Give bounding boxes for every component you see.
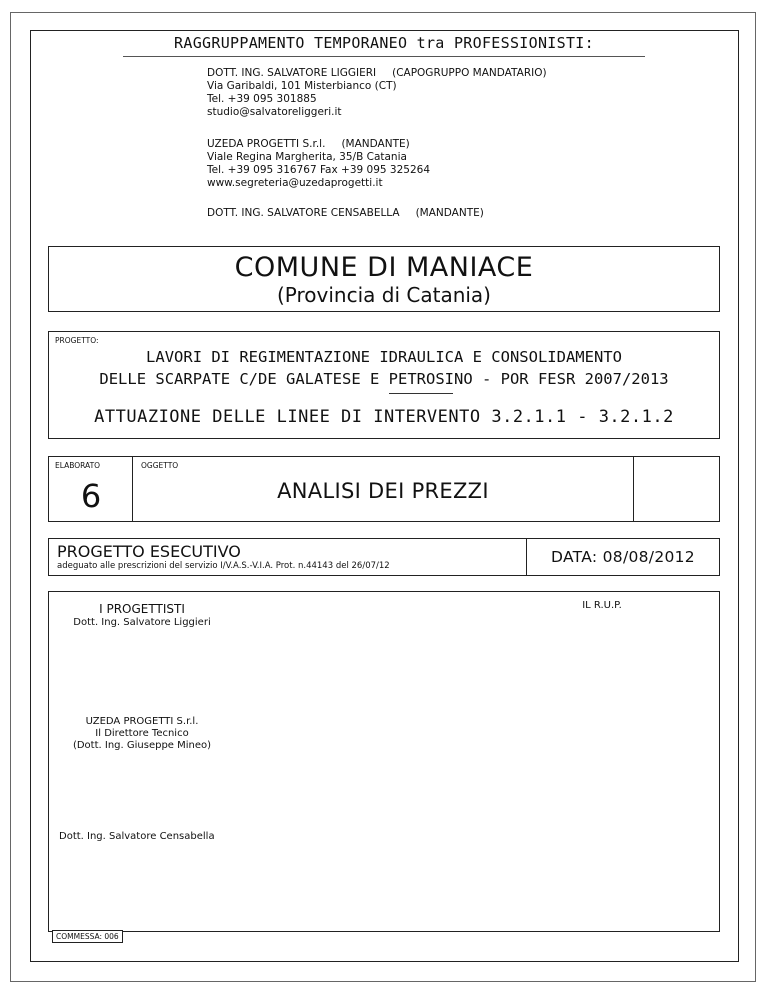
firm-liggieri-block [207, 67, 547, 119]
progettista-liggieri: Dott. Ing. Salvatore Liggieri [73, 617, 211, 628]
uzeda-company: UZEDA PROGETTI S.r.l. [85, 716, 199, 727]
progettisti-heading: I PROGETTISTI [99, 602, 185, 616]
elaborato-label: ELABORATO [55, 461, 101, 470]
empty-cell [633, 457, 719, 521]
rup-label: IL R.U.P. [582, 600, 622, 611]
firm1-name: DOTT. ING. SALVATORE LIGGIERI [207, 67, 377, 79]
comune-province: (Provincia di Catania) [277, 283, 491, 307]
firm1-email: studio@salvatoreliggeri.it [207, 106, 342, 118]
firm2-address: Viale Regina Margherita, 35/B Catania [207, 151, 407, 163]
progetto-separator [389, 393, 453, 394]
progettisti-block [49, 602, 235, 629]
firm2-tel: Tel. +39 095 316767 Fax +39 095 325264 [207, 164, 430, 176]
header-title: RAGGRUPPAMENTO TEMPORANEO tra PROFESSIONISTI: [174, 34, 594, 52]
censabella-signature: Dott. Ing. Salvatore Censabella [59, 831, 215, 842]
comune-name: COMUNE DI MANIACE [234, 252, 534, 283]
oggetto-label: OGGETTO [141, 461, 179, 470]
fase-title: PROGETTO ESECUTIVO [57, 542, 241, 561]
progetto-line-3: ATTUAZIONE DELLE LINEE DI INTERVENTO 3.2.1.1 - 3.2.1.2 [94, 407, 674, 427]
progetto-line-1: LAVORI DI REGIMENTAZIONE IDRAULICA E CONSOLIDAMENTO [146, 348, 622, 366]
firm3-role: (MANDANTE) [415, 207, 484, 219]
uzeda-role: Il Direttore Tecnico [95, 728, 189, 739]
uzeda-signature-block [49, 716, 235, 752]
firm3-name: DOTT. ING. SALVATORE CENSABELLA [207, 207, 400, 219]
firm2-role: (MANDANTE) [341, 138, 410, 150]
progetto-line-2: DELLE SCARPATE C/DE GALATESE E PETROSINO - POR FESR 2007/2013 [99, 370, 669, 388]
fase-subtitle: adeguato alle prescrizioni del servizio I/V.A.S.-V.I.A. Prot. n.44143 del 26/07/12 [57, 561, 390, 571]
commessa-label: COMMESSA: 006 [52, 930, 123, 943]
elaborato-number: 6 [80, 477, 102, 515]
fase-date: DATA: 08/08/2012 [551, 548, 695, 566]
fase-box [48, 538, 720, 576]
firm-uzeda-block [207, 138, 430, 190]
progetto-label: PROGETTO: [55, 336, 99, 345]
firm1-role: (CAPOGRUPPO MANDATARIO) [392, 67, 547, 79]
comune-box [48, 246, 720, 312]
uzeda-person: (Dott. Ing. Giuseppe Mineo) [72, 740, 212, 751]
firm2-name: UZEDA PROGETTI S.r.l. [207, 138, 326, 150]
oggetto-title: ANALISI DEI PREZZI [277, 479, 489, 503]
firm1-address: Via Garibaldi, 101 Misterbianco (CT) [207, 80, 397, 92]
firm2-web: www.segreteria@uzedaprogetti.it [207, 177, 383, 189]
elaborato-box [48, 456, 720, 522]
firme-box [48, 591, 720, 941]
firm-censabella-block [207, 207, 484, 220]
firm1-tel: Tel. +39 095 301885 [207, 93, 317, 105]
progetto-box [48, 331, 720, 439]
header-rule [123, 56, 645, 57]
